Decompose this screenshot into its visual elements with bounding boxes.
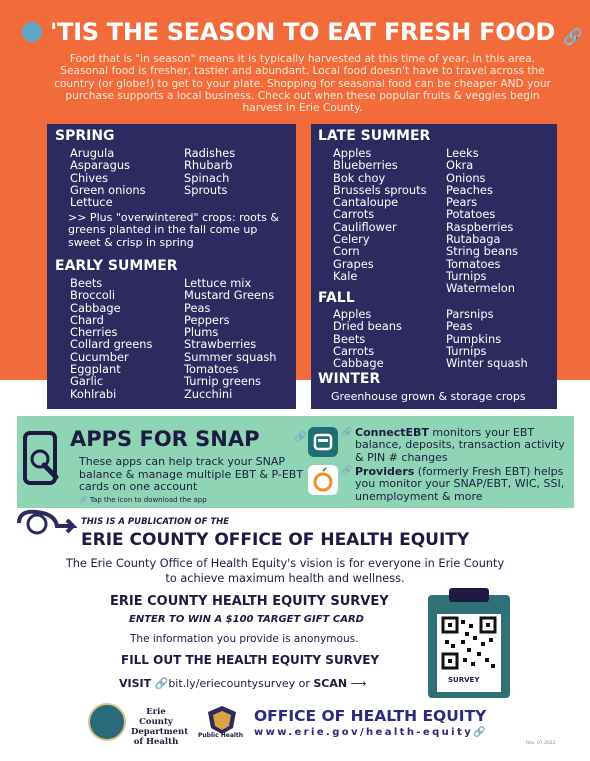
late-summer-heading: LATE SUMMER bbox=[318, 128, 431, 144]
county-department-name: Erie County Department of Health bbox=[131, 707, 189, 747]
link-icon[interactable]: 🔗 bbox=[563, 27, 583, 46]
intro-text: Food that is "in season" means it is typically harvested at this time of year, in this area. Seasonal food is fresher, tastier and abundant. Local food doesn't have to travel across the country (or globe!) to get to your plate. Shopping for seasonal food can be cheaper AND your purchase supports a local business. Check out when these popular fruits & veggies begin harvest in Erie County. bbox=[54, 53, 551, 115]
early-summer-col2: Lettuce mix Mustard Greens Peas Peppers Plums Strawberries Summer squash Tomatoes Turnip greens Zucchini bbox=[184, 276, 277, 401]
revision-date: Rev. 07.2022 bbox=[526, 741, 556, 746]
snap-description: These apps can help track your SNAP balance & manage multiple EBT & P-EBT cards on one account bbox=[79, 455, 304, 493]
winter-note: Greenhouse grown & storage crops bbox=[331, 390, 526, 403]
page-title: 'TIS THE SEASON TO EAT FRESH FOOD bbox=[50, 18, 556, 46]
early-summer-heading: EARLY SUMMER bbox=[55, 258, 178, 274]
late-summer-col1: Apples Blueberries Bok choy Brussels sprouts Cantaloupe Carrots Cauliflower Celery Corn Grapes Kale bbox=[333, 146, 427, 283]
survey-subtitle: ENTER TO WIN A $100 TARGET GIFT CARD bbox=[129, 614, 364, 625]
connectebt-text: ConnectEBT monitors your EBT balance, deposits, transaction activity & PIN # changes bbox=[355, 426, 565, 464]
publication-label: THIS IS A PUBLICATION OF THE bbox=[81, 517, 230, 527]
office-title: ERIE COUNTY OFFICE OF HEALTH EQUITY bbox=[81, 530, 470, 550]
footer-office-title: OFFICE OF HEALTH EQUITY bbox=[254, 707, 487, 725]
link-icon[interactable]: 🔗 bbox=[341, 428, 353, 438]
footer-url[interactable]: www.erie.gov/health-equity🔗 bbox=[254, 727, 488, 738]
spring-heading: SPRING bbox=[55, 128, 115, 144]
county-seal-logo bbox=[88, 703, 126, 741]
link-icon[interactable]: 🔗 bbox=[341, 466, 353, 476]
spring-col2: Radishes Rhubarb Spinach Sprouts bbox=[184, 146, 236, 197]
phone-icon bbox=[22, 431, 62, 487]
fall-col2: Parsnips Peas Pumpkins Turnips Winter squash bbox=[446, 307, 528, 371]
survey-title: ERIE COUNTY HEALTH EQUITY SURVEY bbox=[110, 594, 389, 609]
arrow-icon: ⟶ bbox=[350, 677, 367, 690]
survey-anonymous: The information you provide is anonymous. bbox=[130, 633, 359, 645]
survey-cta: FILL OUT THE HEALTH EQUITY SURVEY bbox=[121, 653, 380, 667]
spring-col1: Arugula Asparagus Chives Green onions Lettuce bbox=[70, 146, 146, 210]
fall-col1: Apples Dried beans Beets Carrots Cabbage bbox=[333, 307, 402, 371]
overwintered-note: >> Plus "overwintered" crops: roots & greens planted in the fall come up sweet & crisp in spring bbox=[68, 211, 279, 249]
visit-line[interactable]: VISIT 🔗bit.ly/eriecountysurvey or SCAN ⟶ bbox=[119, 677, 367, 690]
health-equity-logo bbox=[17, 508, 77, 538]
late-summer-col2: Leeks Okra Onions Peaches Pears Potatoes Raspberries Rutabaga String beans Tomatoes Turnips Watermelon bbox=[446, 146, 518, 296]
circle-icon bbox=[22, 22, 42, 42]
link-icon[interactable]: 🔗 bbox=[294, 432, 307, 443]
providers-text: Providers (formerly Fresh EBT) helps you monitor your SNAP/EBT, WIC, SSI, unemployment & more bbox=[355, 465, 565, 503]
snap-title: APPS FOR SNAP bbox=[70, 427, 260, 451]
qr-label: SURVEY bbox=[448, 676, 480, 684]
fall-heading: FALL bbox=[318, 290, 355, 306]
vision-statement: The Erie County Office of Health Equity's vision is for everyone in Erie County to achieve maximum health and wellness. bbox=[65, 557, 505, 585]
public-health-text: Public Health bbox=[198, 732, 244, 739]
survey-url[interactable]: bit.ly/eriecountysurvey or bbox=[168, 677, 310, 690]
early-summer-col1: Beets Broccoli Cabbage Chard Cherries Collard greens Cucumber Eggplant Garlic Kohlrabi bbox=[70, 276, 153, 401]
winter-heading: WINTER bbox=[318, 371, 381, 387]
providers-app-icon[interactable] bbox=[308, 465, 338, 495]
tap-note: 🔗 Tap the icon to download the app bbox=[79, 496, 207, 504]
clipboard-clip bbox=[449, 588, 489, 602]
connectebt-app-icon[interactable] bbox=[308, 427, 338, 457]
